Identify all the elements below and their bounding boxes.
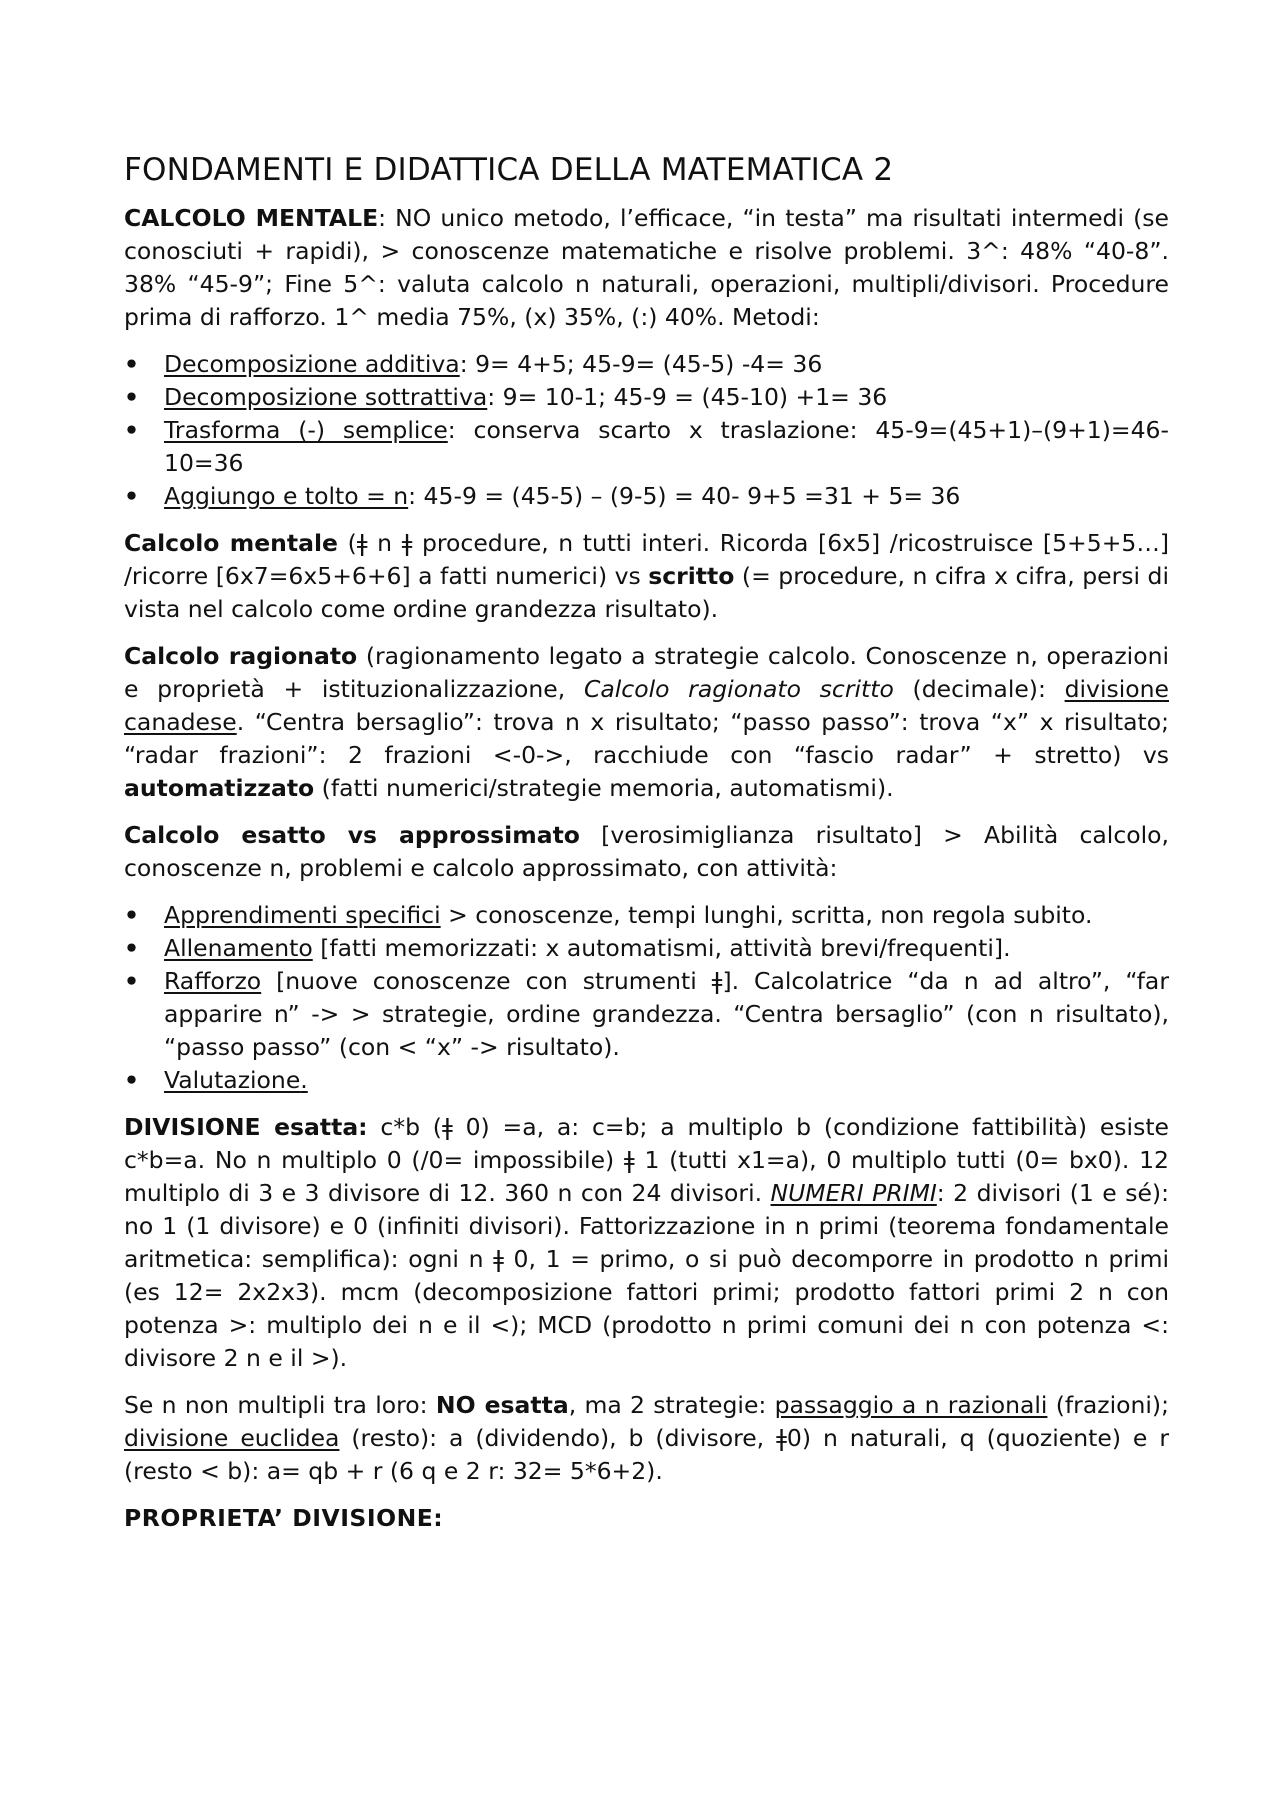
- list-item-label: Decomposizione additiva: [164, 350, 460, 378]
- list-item: [124, 381, 1169, 414]
- term: Calcolo mentale: [124, 529, 338, 557]
- paragraph-text: (ǂ n ǂ procedure, n tutti interi. Ricorda [6x5] /ricostruisce [5+5+5…] /ricorre [6x7=6x5+6+6] a fatti numerici) vs: [124, 529, 1170, 590]
- list-item: [124, 480, 1169, 513]
- list-item: [124, 1064, 1169, 1097]
- paragraph-esatto-vs-approssimato: [124, 819, 1169, 885]
- list-item-text: .: [300, 1066, 308, 1094]
- term: Calcolo ragionato: [124, 642, 358, 670]
- list-item-label: Decomposizione sottrattiva: [164, 383, 488, 411]
- underlined-term: divisione canadese: [124, 675, 1169, 736]
- paragraph-text: (= procedure, n cifra x cifra, persi di vista nel calcolo come ordine grandezza risultato).: [124, 562, 1169, 623]
- paragraph-text: , ma 2 strategie:: [568, 1391, 775, 1419]
- paragraph-text: : NO unico metodo, l’efficace, “in testa” ma risultati intermedi (se conosciuti + rapidi), > conoscenze matematiche e risolve problemi. 3^: 48% “40-8”. 38% “45-9”; Fine 5^: valuta calcolo n naturali, operazioni, multipli/divisori. Procedure prima di rafforzo. 1^ media 75%, (x) 35%, (:) 40%. Metodi:: [124, 204, 1169, 331]
- paragraph-text: (frazioni);: [1047, 1391, 1169, 1419]
- paragraph-calcolo-ragionato: [124, 640, 1169, 805]
- list-item-text: : 9= 10-1; 45-9 = (45-10) +1= 36: [487, 383, 888, 411]
- list-item-label: Trasforma (-) semplice: [164, 416, 448, 444]
- paragraph-text: [verosimiglianza risultato] > Abilità calcolo, conoscenze n, problemi e calcolo approssimato, con attività:: [124, 821, 1169, 882]
- term: NO esatta: [435, 1391, 569, 1419]
- list-item: [124, 348, 1169, 381]
- paragraph-text: (decimale):: [893, 675, 1065, 703]
- list-item-label: Valutazione: [164, 1066, 301, 1094]
- list-item-label: Rafforzo: [164, 967, 262, 995]
- paragraph-text: (resto): a (dividendo), b (divisore, ǂ0) n naturali, q (quoziente) e r (resto < b): a= qb + r (6 q e 2 r: 32= 5*6+2).: [124, 1424, 1169, 1485]
- list-item-text: [nuove conoscenze con strumenti ǂ]. Calcolatrice “da n ad altro”, “far apparire n” -> > strategie, ordine grandezza. “Centra bersaglio” (con n risultato), “passo passo” (con < “x” -> risultato).: [164, 967, 1169, 1061]
- italic-term: Calcolo ragionato scritto: [583, 675, 894, 703]
- underlined-term: passaggio a n razionali: [774, 1391, 1048, 1419]
- list-item-text: > conoscenze, tempi lunghi, scritta, non regola subito.: [440, 901, 1093, 929]
- paragraph-text: (ragionamento legato a strategie calcolo. Conoscenze n, operazioni e proprietà + istituzionalizzazione,: [124, 642, 1169, 703]
- list-item-text: : 9= 4+5; 45-9= (45-5) -4= 36: [459, 350, 823, 378]
- term: automatizzato: [124, 774, 315, 802]
- section-heading: PROPRIETA’ DIVISIONE:: [124, 1504, 444, 1532]
- methods-list: [124, 348, 1169, 513]
- list-item-text: [fatti memorizzati: x automatismi, attività brevi/frequenti].: [312, 934, 1011, 962]
- list-item: [124, 932, 1169, 965]
- underlined-term: divisione euclidea: [124, 1424, 340, 1452]
- paragraph-text: : 2 divisori (1 e sé): no 1 (1 divisore) e 0 (infiniti divisori). Fattorizzazione in n primi (teorema fondamentale aritmetica: semplifica): ogni n ǂ 0, 1 = primo, o si può decomporre in prodotto n primi (es 12= 2x2x3). mcm (decomposizione fattori primi; prodotto fattori primi 2 n con potenza >: multiplo dei n e il <); MCD (prodotto n primi comuni dei n con potenza <: divisore 2 n e il >).: [124, 1179, 1169, 1372]
- paragraph-text: c*b (ǂ 0) =a, a: c=b; a multiplo b (condizione fattibilità) esiste c*b=a. No n multiplo 0 (/0= impossibile) ǂ 1 (tutti x1=a), 0 multiplo tutti (0= bx0). 12 multiplo di 3 e 3 divisore di 12. 360 n con 24 divisori.: [124, 1113, 1169, 1207]
- list-item: [124, 414, 1169, 480]
- paragraph-divisione-esatta: [124, 1111, 1169, 1375]
- term-calcolo-mentale: CALCOLO MENTALE: [124, 204, 379, 232]
- paragraph-text: Se n non multipli tra loro:: [124, 1391, 436, 1419]
- document-title: FONDAMENTI E DIDATTICA DELLA MATEMATICA 2: [124, 152, 894, 188]
- list-item-label: Allenamento: [164, 934, 313, 962]
- term: Calcolo esatto vs approssimato: [124, 821, 580, 849]
- list-item-label: Aggiungo e tolto = n: [164, 482, 409, 510]
- term: scritto: [648, 562, 735, 590]
- paragraph-text: (fatti numerici/strategie memoria, automatismi).: [314, 774, 894, 802]
- activities-list: [124, 899, 1169, 1097]
- list-item-label: Apprendimenti specifici: [164, 901, 441, 929]
- term: DIVISIONE esatta:: [124, 1113, 368, 1141]
- list-item: [124, 899, 1169, 932]
- document-page: [124, 150, 1169, 1535]
- italic-underlined-term: NUMERI PRIMI: [770, 1179, 937, 1207]
- paragraph-text: . “Centra bersaglio”: trova n x risultato; “passo passo”: trova “x” x risultato; “radar frazioni”: 2 frazioni <-0->, racchiude con “fascio radar” + stretto) vs: [124, 708, 1169, 769]
- paragraph-mentale-vs-scritto: [124, 527, 1169, 626]
- list-item-text: : 45-9 = (45-5) – (9-5) = 40- 9+5 =31 + 5= 36: [408, 482, 961, 510]
- paragraph-non-multipli: [124, 1389, 1169, 1488]
- list-item: [124, 965, 1169, 1064]
- paragraph-calcolo-mentale: [124, 202, 1169, 334]
- list-item-text: : conserva scarto x traslazione: 45-9=(45+1)–(9+1)=46-10=36: [164, 416, 1169, 477]
